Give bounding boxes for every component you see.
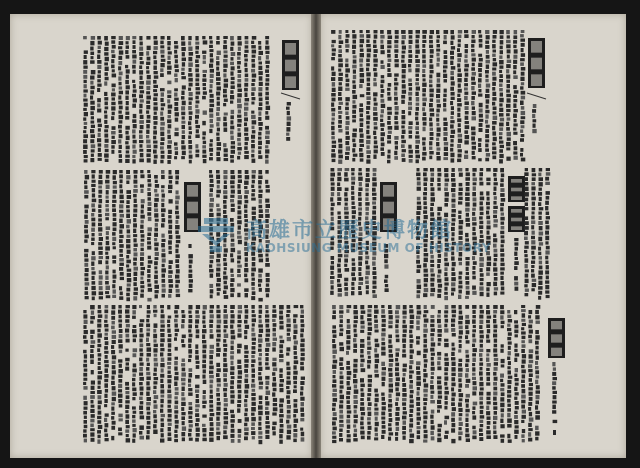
left-mid-text-block-a — [84, 170, 180, 302]
right-top-heading-rule — [527, 93, 546, 99]
left-top-heading-rule — [281, 93, 300, 99]
right-mid-side-heading-2 — [508, 206, 525, 232]
right-mid-side-byline — [514, 238, 519, 291]
left-mid-text-block-b — [209, 170, 270, 302]
right-bottom-article-byline — [552, 362, 557, 423]
watermark-title: 高雄市立歷史博物館 — [246, 218, 453, 242]
left-mid-article-byline — [188, 244, 193, 292]
right-bottom-article-heading — [548, 318, 565, 358]
left-top-article-heading — [282, 40, 299, 90]
left-bottom-text-block — [83, 305, 305, 444]
right-bottom-text-block — [332, 305, 540, 443]
right-mid-text-block-c — [524, 168, 550, 300]
right-top-text-block — [331, 30, 525, 164]
right-mid-text-block-a — [330, 168, 377, 298]
left-top-article-byline — [286, 102, 291, 141]
page-number-mark — [553, 430, 556, 435]
right-mid-text-block-b — [416, 168, 505, 300]
right-mid-article-byline — [384, 244, 389, 292]
right-mid-side-heading — [508, 176, 525, 202]
left-top-text-block — [83, 36, 270, 164]
right-top-article-heading — [528, 38, 545, 88]
right-mid-article-heading — [380, 182, 397, 232]
watermark-subtitle: KAOHSIUNG MUSEUM OF HISTORY — [246, 241, 492, 255]
left-mid-article-heading — [184, 182, 201, 232]
right-top-article-byline — [532, 104, 537, 133]
